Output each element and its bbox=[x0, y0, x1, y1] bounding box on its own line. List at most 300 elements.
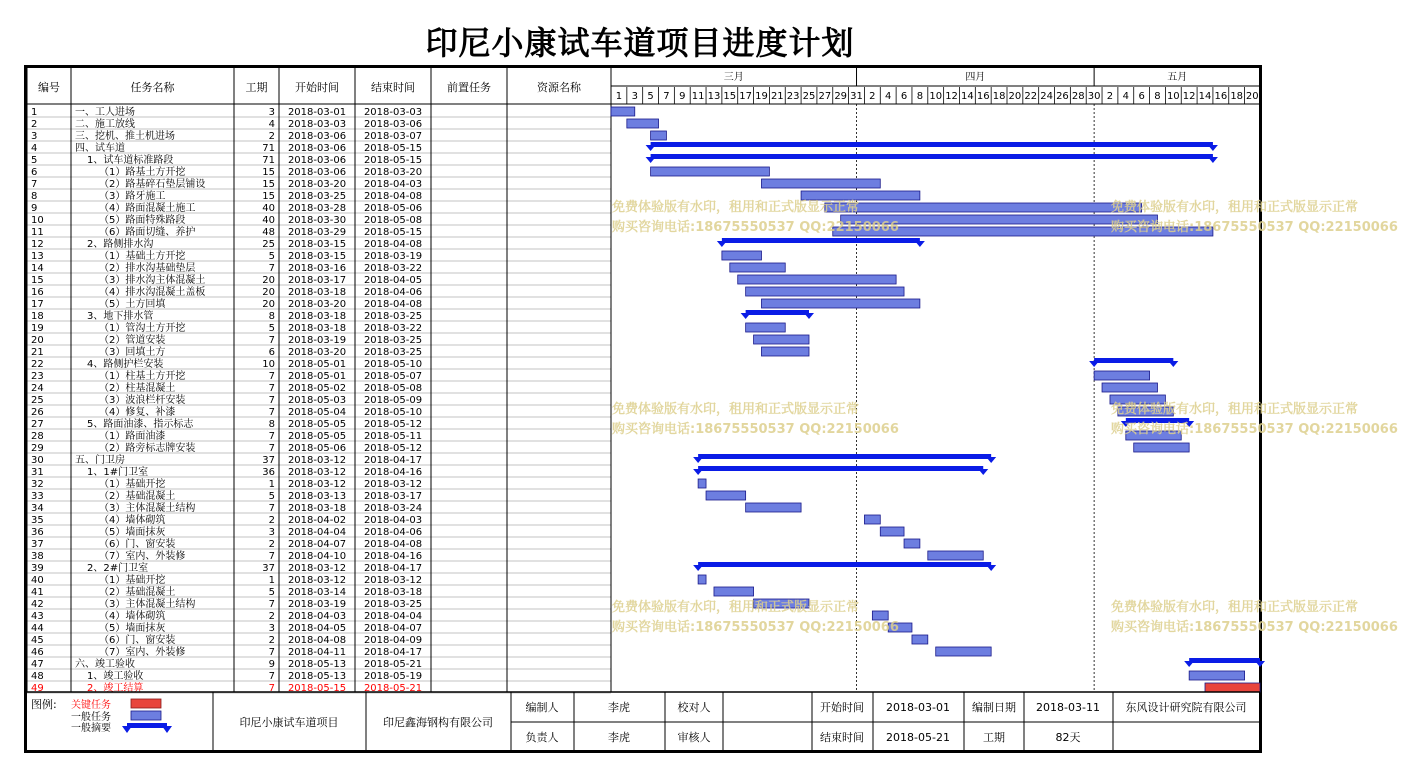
task-name: （5）墙面抹灰 bbox=[99, 527, 166, 538]
task-end: 2018-05-15 bbox=[363, 227, 423, 238]
task-bar bbox=[1126, 431, 1181, 440]
watermark-line2: 购买咨询电话:18675550537 QQ:22150066 bbox=[612, 220, 899, 235]
task-name: （1）路基土方开挖 bbox=[99, 167, 186, 178]
day-tick-label: 13 bbox=[707, 91, 721, 102]
task-name: （5）墙面抹灰 bbox=[99, 623, 166, 634]
legend-summary-cap bbox=[162, 726, 172, 733]
task-id: 47 bbox=[31, 659, 44, 670]
task-name: 1、竣工验收 bbox=[87, 671, 144, 682]
task-start: 2018-03-19 bbox=[287, 599, 347, 610]
task-duration: 1 bbox=[268, 575, 275, 586]
summary-bar-end-cap bbox=[1168, 361, 1178, 367]
task-name: 一、工人进场 bbox=[75, 107, 135, 118]
summary-bar bbox=[722, 238, 920, 243]
summary-bar-start-cap bbox=[693, 469, 703, 475]
task-start: 2018-05-15 bbox=[287, 683, 347, 694]
total-duration-value: 82天 bbox=[1055, 731, 1081, 744]
reviewer-label: 审核人 bbox=[677, 731, 711, 744]
task-name: （2）路基碎石垫层铺设 bbox=[99, 179, 206, 190]
task-name: （4）墙体砌筑 bbox=[99, 611, 166, 622]
task-id: 25 bbox=[31, 395, 44, 406]
task-name: （7）室内、外装修 bbox=[99, 551, 186, 562]
task-bar bbox=[936, 647, 991, 656]
task-name: 1、试车道标准路段 bbox=[87, 155, 174, 166]
task-start: 2018-05-13 bbox=[287, 671, 347, 682]
task-id: 35 bbox=[31, 515, 44, 526]
task-name: 3、地下排水管 bbox=[87, 311, 154, 322]
task-id: 48 bbox=[31, 671, 44, 682]
compile-date-label: 编制日期 bbox=[972, 701, 1016, 714]
task-end: 2018-04-17 bbox=[363, 455, 423, 466]
task-bar bbox=[651, 131, 667, 140]
task-duration: 2 bbox=[268, 635, 275, 646]
summary-bar-start-cap bbox=[741, 313, 751, 319]
task-end: 2018-03-22 bbox=[363, 323, 423, 334]
task-start: 2018-05-04 bbox=[287, 407, 347, 418]
task-start: 2018-03-14 bbox=[287, 587, 347, 598]
task-name: 4、路侧护栏安装 bbox=[87, 359, 164, 370]
task-start: 2018-03-12 bbox=[287, 455, 347, 466]
task-duration: 10 bbox=[262, 359, 275, 370]
task-id: 21 bbox=[31, 347, 44, 358]
task-id: 45 bbox=[31, 635, 44, 646]
summary-bar-start-cap bbox=[1089, 361, 1099, 367]
task-id: 49 bbox=[31, 683, 44, 694]
day-tick-label: 20 bbox=[1245, 91, 1259, 102]
task-bar bbox=[738, 275, 896, 284]
task-bar bbox=[746, 503, 801, 512]
task-id: 39 bbox=[31, 563, 44, 574]
watermark-line2: 购买咨询电话:18675550537 QQ:22150066 bbox=[1111, 220, 1398, 235]
task-id: 4 bbox=[31, 143, 38, 154]
task-name: （2）排水沟基础垫层 bbox=[99, 263, 196, 274]
day-tick-label: 17 bbox=[739, 91, 753, 102]
task-end: 2018-05-15 bbox=[363, 155, 423, 166]
task-start: 2018-04-04 bbox=[287, 527, 347, 538]
task-end: 2018-05-21 bbox=[363, 683, 423, 694]
task-bar bbox=[746, 323, 786, 332]
task-id: 43 bbox=[31, 611, 44, 622]
task-id: 16 bbox=[31, 287, 44, 298]
task-start: 2018-03-30 bbox=[287, 215, 347, 226]
task-start: 2018-03-29 bbox=[287, 227, 347, 238]
task-duration: 7 bbox=[268, 383, 275, 394]
day-tick-label: 10 bbox=[929, 91, 943, 102]
task-duration: 7 bbox=[268, 551, 275, 562]
task-end: 2018-03-03 bbox=[363, 107, 423, 118]
task-id: 15 bbox=[31, 275, 44, 286]
task-name: （1）基础开挖 bbox=[99, 575, 166, 586]
day-tick-label: 18 bbox=[1230, 91, 1244, 102]
task-bar bbox=[912, 635, 928, 644]
task-bar bbox=[864, 515, 880, 524]
column-header-duration: 工期 bbox=[245, 81, 268, 94]
start-date-value: 2018-03-01 bbox=[886, 701, 950, 714]
task-start: 2018-03-01 bbox=[287, 107, 347, 118]
summary-bar-start-cap bbox=[693, 565, 703, 571]
task-bar bbox=[888, 623, 912, 632]
task-duration: 15 bbox=[262, 179, 275, 190]
watermark-line2: 购买咨询电话:18675550537 QQ:22150066 bbox=[1111, 620, 1398, 635]
day-tick-label: 6 bbox=[900, 91, 908, 102]
manager-value: 李虎 bbox=[608, 731, 630, 744]
task-bar bbox=[611, 107, 635, 116]
task-name: （5）路面特殊路段 bbox=[99, 215, 186, 226]
legend-normal-swatch bbox=[131, 711, 161, 720]
task-id: 27 bbox=[31, 419, 44, 430]
task-end: 2018-05-08 bbox=[363, 215, 423, 226]
summary-bar-end-cap bbox=[986, 565, 996, 571]
day-tick-label: 5 bbox=[647, 91, 654, 102]
task-duration: 71 bbox=[262, 155, 275, 166]
task-name: （3）排水沟主体混凝土 bbox=[99, 275, 206, 286]
watermark-line1: 免费体验版有水印，租用和正式版显示正常 bbox=[1111, 402, 1359, 417]
task-name: （1）基础开挖 bbox=[99, 479, 166, 490]
task-name: （2）基础混凝土 bbox=[99, 491, 176, 502]
compile-date-value: 2018-03-11 bbox=[1036, 701, 1100, 714]
task-name: （6）路面切缝、养护 bbox=[99, 227, 196, 238]
summary-bar bbox=[651, 142, 1213, 147]
task-end: 2018-05-15 bbox=[363, 143, 423, 154]
task-duration: 37 bbox=[262, 455, 275, 466]
task-duration: 48 bbox=[262, 227, 275, 238]
task-id: 46 bbox=[31, 647, 44, 658]
task-duration: 20 bbox=[262, 299, 275, 310]
task-end: 2018-03-25 bbox=[363, 347, 423, 358]
start-date-label: 开始时间 bbox=[820, 701, 864, 714]
task-duration: 8 bbox=[268, 311, 275, 322]
task-id: 5 bbox=[31, 155, 38, 166]
column-header-predecessor: 前置任务 bbox=[447, 81, 491, 94]
task-start: 2018-04-07 bbox=[287, 539, 347, 550]
task-start: 2018-04-02 bbox=[287, 515, 347, 526]
task-duration: 3 bbox=[268, 623, 275, 634]
task-id: 18 bbox=[31, 311, 44, 322]
task-name: （4）修复、补漆 bbox=[99, 407, 176, 418]
task-end: 2018-04-09 bbox=[363, 635, 423, 646]
summary-bar-start-cap bbox=[646, 157, 656, 163]
task-id: 7 bbox=[31, 179, 38, 190]
legend-summary-label: 一般摘要 bbox=[71, 723, 111, 734]
task-end: 2018-04-17 bbox=[363, 647, 423, 658]
task-end: 2018-04-08 bbox=[363, 239, 423, 250]
task-id: 14 bbox=[31, 263, 44, 274]
task-start: 2018-03-20 bbox=[287, 347, 347, 358]
summary-bar-start-cap bbox=[717, 241, 727, 247]
task-duration: 1 bbox=[268, 479, 275, 490]
task-bar bbox=[698, 575, 706, 584]
task-start: 2018-03-06 bbox=[287, 167, 347, 178]
task-duration: 7 bbox=[268, 431, 275, 442]
page-title: 印尼小康试车道项目进度计划 bbox=[425, 24, 855, 62]
task-duration: 20 bbox=[262, 275, 275, 286]
task-name: 2、路侧排水沟 bbox=[87, 239, 154, 250]
task-name: （3）回填土方 bbox=[99, 347, 166, 358]
day-tick-label: 8 bbox=[1154, 91, 1161, 102]
task-end: 2018-05-08 bbox=[363, 383, 423, 394]
task-end: 2018-03-12 bbox=[363, 479, 423, 490]
task-end: 2018-03-18 bbox=[363, 587, 423, 598]
task-duration: 20 bbox=[262, 287, 275, 298]
task-name: （2）路旁标志牌安装 bbox=[99, 443, 196, 454]
task-duration: 5 bbox=[268, 491, 275, 502]
footer-project-name: 印尼小康试车道项目 bbox=[239, 716, 339, 729]
task-end: 2018-03-12 bbox=[363, 575, 423, 586]
task-name: 六、竣工验收 bbox=[75, 659, 135, 670]
task-start: 2018-05-03 bbox=[287, 395, 347, 406]
legend-summary-cap bbox=[122, 726, 132, 733]
day-tick-label: 3 bbox=[631, 91, 638, 102]
task-name: 四、试车道 bbox=[75, 143, 125, 154]
task-duration: 3 bbox=[268, 527, 275, 538]
task-id: 20 bbox=[31, 335, 44, 346]
task-bar bbox=[841, 215, 1158, 224]
task-name: （6）门、窗安装 bbox=[99, 539, 176, 550]
task-end: 2018-05-11 bbox=[363, 431, 423, 442]
task-end: 2018-03-24 bbox=[363, 503, 423, 514]
task-duration: 7 bbox=[268, 599, 275, 610]
summary-bar bbox=[1094, 358, 1173, 363]
month-label: 五月 bbox=[1167, 72, 1188, 83]
task-start: 2018-03-25 bbox=[287, 191, 347, 202]
task-end: 2018-04-08 bbox=[363, 191, 423, 202]
day-tick-label: 23 bbox=[786, 91, 800, 102]
task-name: （1）基础土方开挖 bbox=[99, 251, 186, 262]
task-end: 2018-04-08 bbox=[363, 539, 423, 550]
task-start: 2018-04-10 bbox=[287, 551, 347, 562]
task-end: 2018-05-09 bbox=[363, 395, 423, 406]
task-bar bbox=[1102, 383, 1157, 392]
task-end: 2018-05-07 bbox=[363, 371, 423, 382]
day-tick-label: 24 bbox=[1040, 91, 1053, 102]
task-duration: 7 bbox=[268, 335, 275, 346]
task-end: 2018-05-06 bbox=[363, 203, 423, 214]
column-header-id: 编号 bbox=[38, 81, 60, 94]
summary-bar bbox=[651, 154, 1213, 159]
task-bar bbox=[730, 263, 785, 272]
task-duration: 36 bbox=[262, 467, 275, 478]
task-start: 2018-03-20 bbox=[287, 299, 347, 310]
task-duration: 8 bbox=[268, 419, 275, 430]
task-id: 40 bbox=[31, 575, 44, 586]
task-bar bbox=[1110, 395, 1165, 404]
summary-bar bbox=[698, 562, 991, 567]
task-end: 2018-05-12 bbox=[363, 419, 423, 430]
task-duration: 7 bbox=[268, 395, 275, 406]
task-id: 42 bbox=[31, 599, 44, 610]
watermark-line1: 免费体验版有水印，租用和正式版显示正常 bbox=[1111, 200, 1359, 215]
task-start: 2018-03-18 bbox=[287, 503, 347, 514]
watermark-line1: 免费体验版有水印，租用和正式版显示正常 bbox=[612, 200, 860, 215]
day-tick-label: 15 bbox=[723, 91, 737, 102]
task-id: 41 bbox=[31, 587, 44, 598]
manager-label: 负责人 bbox=[525, 731, 559, 744]
day-tick-label: 4 bbox=[1122, 91, 1129, 102]
task-id: 26 bbox=[31, 407, 44, 418]
task-id: 6 bbox=[31, 167, 38, 178]
task-id: 8 bbox=[31, 191, 38, 202]
end-date-label: 结束时间 bbox=[820, 731, 864, 744]
task-end: 2018-05-19 bbox=[363, 671, 423, 682]
task-bar bbox=[825, 203, 1142, 212]
end-date-value: 2018-05-21 bbox=[886, 731, 950, 744]
task-id: 31 bbox=[31, 467, 44, 478]
task-end: 2018-04-06 bbox=[363, 287, 423, 298]
task-bar bbox=[746, 287, 904, 296]
day-tick-label: 27 bbox=[818, 91, 832, 102]
task-end: 2018-05-10 bbox=[363, 407, 423, 418]
critical-task-bar bbox=[1205, 683, 1260, 692]
watermark-line2: 购买咨询电话:18675550537 QQ:22150066 bbox=[612, 422, 899, 437]
task-start: 2018-03-03 bbox=[287, 119, 347, 130]
task-start: 2018-03-19 bbox=[287, 335, 347, 346]
task-start: 2018-03-17 bbox=[287, 275, 347, 286]
task-start: 2018-03-18 bbox=[287, 287, 347, 298]
footer-company-name: 印尼鑫海钢构有限公司 bbox=[383, 716, 493, 729]
task-id: 1 bbox=[31, 107, 38, 118]
day-tick-label: 21 bbox=[770, 91, 784, 102]
task-id: 19 bbox=[31, 323, 44, 334]
summary-bar bbox=[746, 310, 809, 315]
task-bar bbox=[754, 335, 809, 344]
task-name: 三、挖机、推土机进场 bbox=[75, 131, 175, 142]
task-name: （3）波浪栏杆安装 bbox=[99, 395, 186, 406]
task-end: 2018-04-04 bbox=[363, 611, 423, 622]
summary-bar-end-cap bbox=[1208, 157, 1218, 163]
task-id: 9 bbox=[31, 203, 38, 214]
watermark-line1: 免费体验版有水印，租用和正式版显示正常 bbox=[612, 402, 860, 417]
task-bar bbox=[722, 251, 762, 260]
task-end: 2018-03-17 bbox=[363, 491, 423, 502]
column-header-name: 任务名称 bbox=[130, 81, 175, 94]
task-id: 13 bbox=[31, 251, 44, 262]
day-tick-label: 19 bbox=[755, 91, 768, 102]
task-duration: 2 bbox=[268, 515, 275, 526]
task-name: （4）路面混凝土施工 bbox=[99, 203, 196, 214]
task-duration: 7 bbox=[268, 407, 275, 418]
task-end: 2018-03-07 bbox=[363, 131, 423, 142]
watermark-line1: 免费体验版有水印，租用和正式版显示正常 bbox=[1111, 600, 1359, 615]
day-tick-label: 14 bbox=[1198, 91, 1212, 102]
summary-bar-end-cap bbox=[986, 457, 996, 463]
task-start: 2018-04-03 bbox=[287, 611, 347, 622]
task-start: 2018-03-16 bbox=[287, 263, 347, 274]
task-id: 24 bbox=[31, 383, 44, 394]
task-bar bbox=[833, 227, 1213, 236]
task-duration: 37 bbox=[262, 563, 275, 574]
task-id: 33 bbox=[31, 491, 44, 502]
column-header-resource: 资源名称 bbox=[537, 81, 581, 94]
day-tick-label: 12 bbox=[945, 91, 958, 102]
day-tick-label: 20 bbox=[1008, 91, 1022, 102]
day-tick-label: 10 bbox=[1166, 91, 1180, 102]
task-duration: 7 bbox=[268, 647, 275, 658]
summary-bar bbox=[698, 466, 983, 471]
day-tick-label: 25 bbox=[802, 91, 816, 102]
summary-bar-start-cap bbox=[1184, 661, 1194, 667]
task-duration: 40 bbox=[262, 203, 275, 214]
task-start: 2018-03-18 bbox=[287, 311, 347, 322]
institute-name: 东风设计研究院有限公司 bbox=[1125, 701, 1247, 714]
task-name: （6）门、窗安装 bbox=[99, 635, 176, 646]
day-tick-label: 12 bbox=[1182, 91, 1196, 102]
task-end: 2018-04-16 bbox=[363, 551, 423, 562]
task-duration: 2 bbox=[268, 131, 275, 142]
task-end: 2018-04-05 bbox=[363, 275, 423, 286]
task-duration: 2 bbox=[268, 611, 275, 622]
task-end: 2018-04-08 bbox=[363, 299, 423, 310]
day-tick-label: 26 bbox=[1056, 91, 1069, 102]
task-duration: 5 bbox=[268, 251, 275, 262]
task-bar bbox=[698, 479, 706, 488]
summary-bar-end-cap bbox=[1208, 145, 1218, 151]
day-tick-label: 22 bbox=[1024, 91, 1038, 102]
task-start: 2018-03-12 bbox=[287, 563, 347, 574]
task-id: 12 bbox=[31, 239, 44, 250]
day-tick-label: 9 bbox=[679, 91, 686, 102]
task-end: 2018-05-21 bbox=[363, 659, 423, 670]
task-id: 36 bbox=[31, 527, 44, 538]
task-duration: 7 bbox=[268, 683, 275, 694]
day-tick-label: 29 bbox=[834, 91, 848, 102]
task-start: 2018-03-06 bbox=[287, 155, 347, 166]
task-duration: 40 bbox=[262, 215, 275, 226]
task-name: （1）管沟土方开挖 bbox=[99, 323, 186, 334]
day-tick-label: 4 bbox=[885, 91, 892, 102]
task-bar bbox=[872, 611, 888, 620]
task-start: 2018-05-01 bbox=[287, 359, 347, 370]
task-end: 2018-03-19 bbox=[363, 251, 423, 262]
task-bar bbox=[761, 299, 919, 308]
task-start: 2018-04-05 bbox=[287, 623, 347, 634]
task-start: 2018-05-02 bbox=[287, 383, 347, 394]
task-name: 2、竣工结算 bbox=[87, 683, 144, 694]
task-id: 10 bbox=[31, 215, 44, 226]
checker-label: 校对人 bbox=[677, 701, 711, 714]
task-duration: 5 bbox=[268, 323, 275, 334]
column-header-start: 开始时间 bbox=[295, 81, 339, 94]
task-bar bbox=[1094, 371, 1149, 380]
task-end: 2018-04-07 bbox=[363, 623, 423, 634]
task-bar bbox=[627, 119, 659, 128]
day-tick-label: 8 bbox=[916, 91, 924, 102]
task-start: 2018-03-15 bbox=[287, 239, 347, 250]
summary-bar-start-cap bbox=[693, 457, 703, 463]
task-id: 17 bbox=[31, 299, 44, 310]
task-name: （2）柱基混凝土 bbox=[99, 383, 176, 394]
task-name: （3）主体混凝土结构 bbox=[99, 503, 196, 514]
task-name: 1、1#门卫室 bbox=[87, 467, 149, 478]
summary-bar-start-cap bbox=[1121, 421, 1131, 427]
task-bar bbox=[928, 551, 983, 560]
task-duration: 3 bbox=[268, 107, 275, 118]
task-end: 2018-04-16 bbox=[363, 467, 423, 478]
task-id: 3 bbox=[31, 131, 38, 142]
task-bar bbox=[754, 599, 809, 608]
task-start: 2018-03-15 bbox=[287, 251, 347, 262]
total-duration-label: 工期 bbox=[983, 731, 1005, 744]
task-start: 2018-03-13 bbox=[287, 491, 347, 502]
day-tick-label: 16 bbox=[1214, 91, 1228, 102]
compiler-label: 编制人 bbox=[525, 701, 559, 714]
month-label: 三月 bbox=[723, 72, 744, 83]
task-name: （5）土方回填 bbox=[99, 299, 166, 310]
legend-critical-swatch bbox=[131, 699, 161, 708]
task-bar bbox=[801, 191, 920, 200]
task-name: （7）室内、外装修 bbox=[99, 647, 186, 658]
day-tick-label: 16 bbox=[976, 91, 990, 102]
day-tick-label: 6 bbox=[1138, 91, 1145, 102]
